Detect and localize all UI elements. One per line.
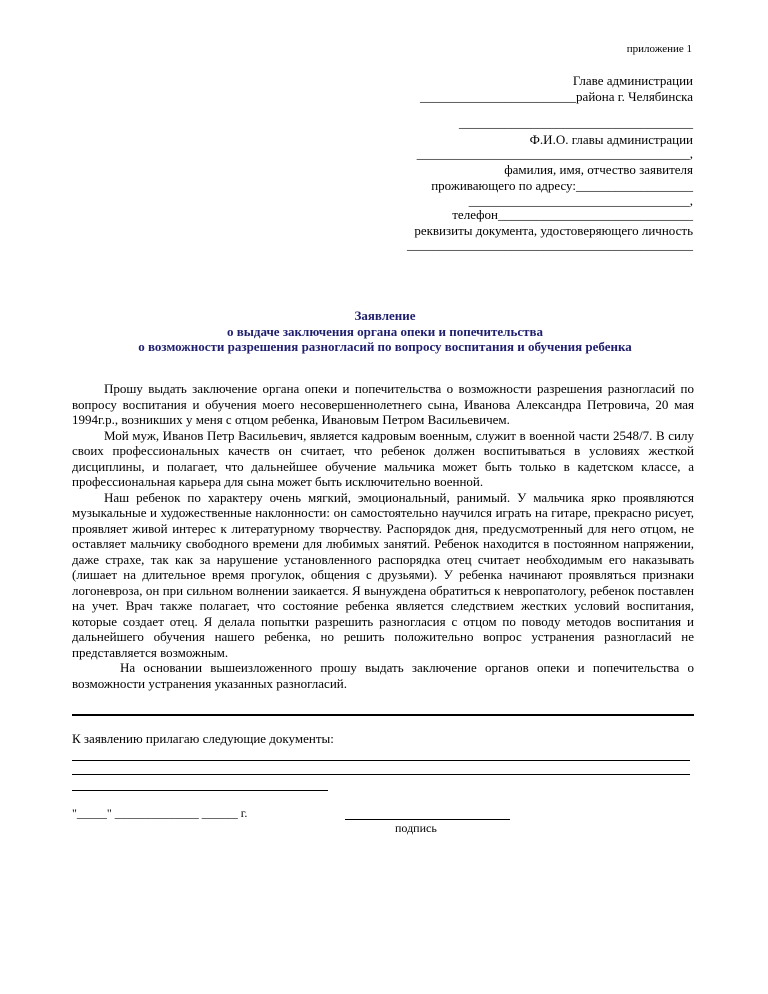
addressee-line: Главе администрации [572, 73, 693, 88]
statement-body [72, 381, 694, 691]
applicant-line: __________________________________________, [416, 146, 693, 161]
section-divider [72, 714, 694, 716]
title-line: о выдаче заключения органа опеки и попечительства [227, 323, 543, 339]
attachment-line [72, 790, 328, 791]
paragraph: Мой муж, Иванов Петр Васильевич, является кадровым военным, служит в военной части 2548/7. В силу своих профессиональных качеств он считает, что ребенок должен воспитываться в условиях жесткой дисциплины, и полагает, что дальнейшее обучение мальчика может быть только в кадетском классе, а профессиональная карьера для сына может быть исключительно военной. [72, 427, 694, 489]
paragraph: Наш ребенок по характеру очень мягкий, эмоциональный, ранимый. У мальчика ярко проявляются музыкальные и художественные наклонности: он самостоятельно научился играть на гитаре, прекрасно рисует, проявляет живой интерес к литературному творчеству. Распорядок дня, предусмотренный для него отцом, не оставляет мальчику свободного времени для любимых занятий. Ребенок находится в постоянном напряжении, даже страхе, так как за нарушение установленного распорядка отец считает необходимым его наказывать (лишает на длительное время прогулок, общения с друзьями). У ребенка начинают проявляться признаки логоневроза, он при сильном волнении заикается. Я вынуждена обратиться к невропатологу, ребенок поставлен на учет. Врач также полагает, что состояние ребенка является следствием жестких условий воспитания, которые создает отец. Я делала попытки разрешить разногласия с отцом по поводу методов воспитания и дальнейшего обучения нашего ребенка, но решить положительно вопрос устранения разногласий не представляется возможным. [72, 489, 694, 660]
attachment-line [72, 774, 690, 775]
applicant-line: __________________________________, [468, 193, 693, 208]
attachments-label: К заявлению прилагаю следующие документы: [72, 731, 334, 746]
addressee-line: Ф.И.О. главы администрации [529, 132, 693, 147]
document-title [60, 308, 710, 355]
applicant-line: фамилия, имя, отчество заявителя [504, 162, 693, 177]
applicant-line: ____________________________________________ [407, 237, 693, 252]
addressee-line: ____________________________________ [459, 115, 693, 130]
addressee-line: ________________________района г. Челябинска [420, 89, 693, 104]
applicant-line: телефон______________________________ [452, 207, 693, 222]
title-line: Заявление [354, 308, 416, 323]
signature-line [345, 819, 510, 820]
signature-label: подпись [395, 821, 437, 835]
applicant-line: реквизиты документа, удостоверяющего личность [414, 223, 693, 238]
applicant-line: проживающего по адресу:__________________ [431, 178, 693, 193]
attachment-line [72, 760, 690, 761]
date-field: "_____" ______________ ______ г. [72, 806, 248, 820]
paragraph: На основании вышеизложенного прошу выдать заключение органов опеки и попечительства о возможности устранения указанных разногласий. [72, 660, 694, 691]
appendix-label: приложение 1 [626, 43, 692, 55]
title-line: о возможности разрешения разногласий по вопросу воспитания и обучения ребенка [138, 339, 632, 354]
paragraph: Прошу выдать заключение органа опеки и попечительства о возможности разрешения разногласий по вопросу воспитания и обучения моего несовершеннолетнего сына, Иванова Александра Петровича, 20 мая 1994г.р., возникших у меня с отцом ребенка, Ивановым Петром Васильевичем. [72, 381, 694, 427]
